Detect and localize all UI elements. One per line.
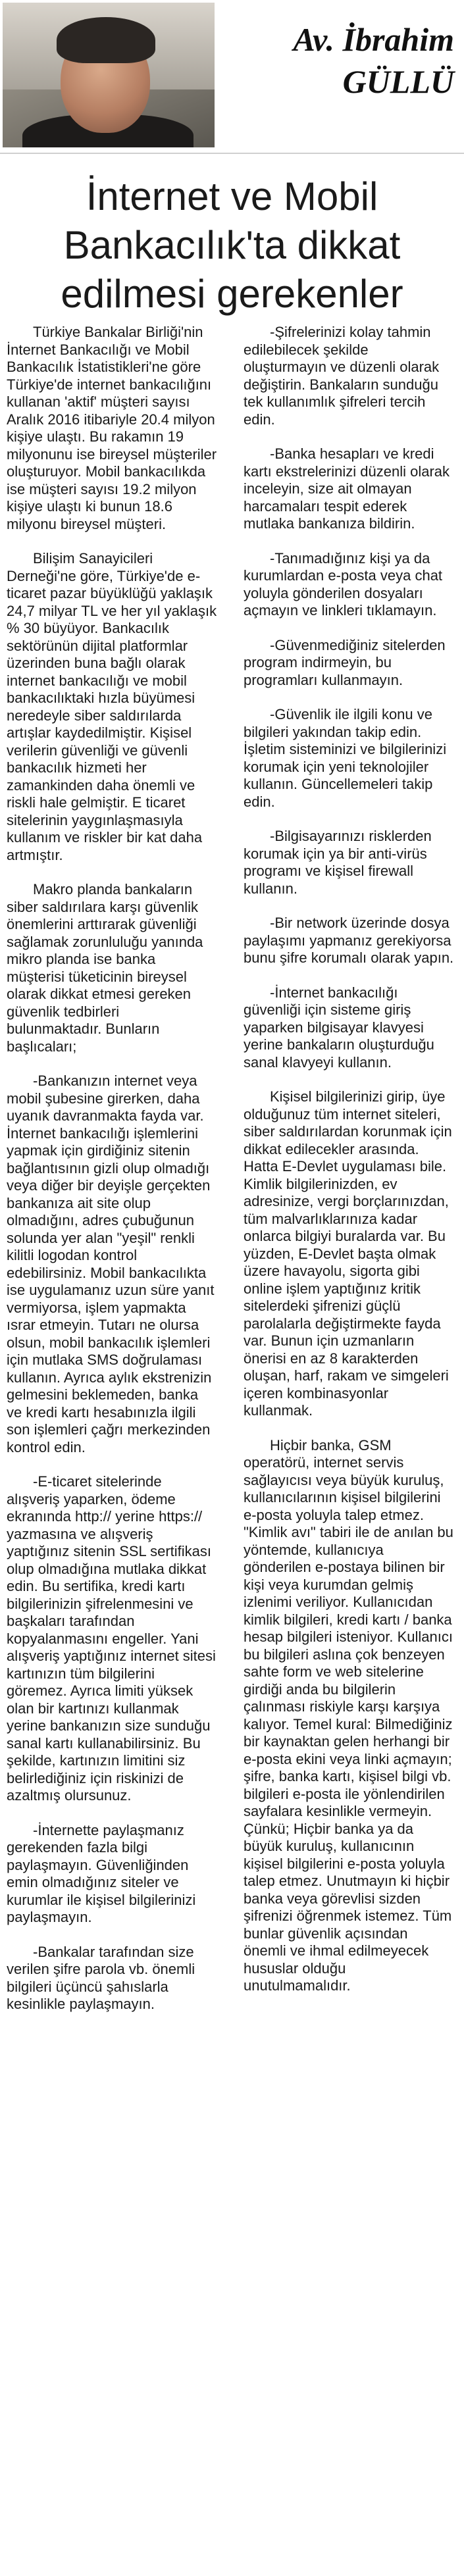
paragraph: -Bilgisayarınızı risklerden korumak için ya bir anti-virüs programı ve kişisel firewall kullanın. — [244, 828, 432, 897]
paragraph: -Bankalar tarafından size verilen şifre parola vb. önemli bilgileri üçüncü şahıslarla kesinlikle paylaşmayın. — [7, 1943, 195, 2012]
paragraph: -Güvenmediğiniz sitelerden program indirmeyin, bu programları kullanmayın. — [244, 636, 446, 688]
paragraph: Bilişim Sanayicileri Derneği'ne göre, Türkiye'de e-ticaret pazar büyüklüğü yaklaşık 24,7 milyar TL ve her yıl yaklaşık % 30 büyüyor. Bankacılık sektörünün dijital platformlar üzerinden buna bağlı olarak internet bankacılığı ve mobil bankacılıktaki hızla büyümesi neredeyle siber saldırılarda artışlar kaydedilmiştir. Kişisel verilerin güvenliği ve güvenli bankacılık hizmeti her zamankinden daha önemli ve riskli hale gelmiştir. E ticaret sitelerinin yaygınlaşmasıyla kullanım ve riskler bir kat daha artmıştır. — [7, 550, 217, 863]
paragraph: -Bankanızın internet veya mobil şubesine girerken, daha uyanık davranmakta fayda var. İnternet bankacılığı işlemlerini yapmak için girdiğiniz sitenin bağlantısının gizli olup olmadığı veya diğer bir deyişle gerçekten bankanıza ait site olup olmadığını, adres çubuğunun solunda yer alan "yeşil" renkli kilitli logodan kontrol edebilirsiniz. Mobil bankacılıkta ise uygulamanız uzun süre yanıt vermiyorsa, işlem yapmakta ısrar etmeyin. Tutarı ne olursa olsun, mobil bankacılık işlemleri için mutlaka SMS doğrulaması kullanın. Ayrıca aylık ekstrenizin gelmesini beklemeden, banka ve kredi kartı hesabınızla ilgili son işlemleri çağrı merkezinden kontrol edin. — [7, 1073, 215, 1455]
title-line1: İnternet ve Mobil — [86, 174, 378, 218]
paragraph: -Bir network üzerinde dosya paylaşımı yapmanız gerekiyorsa bunu şifre korumalı olarak yapın. — [244, 915, 454, 966]
paragraph: Makro planda bankaların siber saldırılara karşı güvenlik önemlerini arttırarak güvenliği sağlamak zorunluluğu yanında mikro planda ise banka müşterisi tüketicinin bireysel olarak dikkat etmesi gereken güvenlik tedbirleri bulunmaktadır. Bunların başlıcaları; — [7, 881, 203, 1055]
author-name-line1: Av. İbrahim — [293, 21, 454, 58]
author-photo — [3, 3, 215, 147]
paragraph: Hiçbir banka, GSM operatörü, internet servis sağlayıcısı veya büyük kuruluş, kullanıcılarının kişisel bilgilerini e-posta yoluyla talep etmez. "Kimlik avı" tabiri ile de anılan bu yöntemde, kullanıcıya gönderilen e-postaya bilinen bir kişi veya kurumdan gelmiş izlenimi veriliyor. Kullanıcıdan kimlik bilgileri, kredi kartı / banka hesap bilgileri isteniyor. Kullanıcı bu bilgileri aslına çok benzeyen sahte form ve web sitelerine girdiği anda bu bilgilerin çalınması riskiyle karşı karşıya kalıyor. Temel kural: Bilmediğiniz bir kaynaktan gelen herhangi bir e-posta ekini veya linki açmayın; şifre, banka kartı, kişisel bilgi vb. bilgileri e-posta ile yönlendirilen sayfalara kesinlikle vermeyin. Çünkü; Hiçbir banka ya da büyük kuruluş, kullanıcının kişisel bilgilerini e-posta yoluyla talep etmez. Unutmayın ki hiçbir banka veya görevlisi sizden şifrenizi öğrenmek istemez. Tüm bunlar güvenlik açısından önemli ve ihmal edilmeyecek hususlar olduğu unutulmamalıdır. — [244, 1436, 453, 1994]
paragraph: Türkiye Bankalar Birliği'nin İnternet Bankacılığı ve Mobil Bankacılık İstatistikleri'ne göre Türkiye'de internet bankacılığını kullanan 'aktif' müşteri sayısı Aralık 2016 itibariyle 20.4 milyon kişiye ulaştı. Bu rakamın 19 milyonunu ise bireysel müşteriler oluşturuyor. Mobil bankacılıkda ise müşteri sayısı 19.2 milyon kişiye ulaştı ki bunun 18.6 milyonu bireysel müşteri. — [7, 324, 217, 532]
column-header — [0, 0, 464, 150]
author-name — [224, 18, 454, 103]
paragraph: -Tanımadığınız kişi ya da kurumlardan e-posta veya chat yoluyla gönderilen dosyaları açmayın ve linkleri tıklamayın. — [244, 549, 443, 619]
paragraph: -Şifrelerinizi kolay tahmin edilebilecek şekilde oluşturmayın ve düzenli olarak değiştirin. Bankaların sunduğu tek kullanımlık şifreleri tercih edin. — [244, 324, 440, 428]
author-name-line2: GÜLLÜ — [342, 63, 454, 100]
paragraph: -Güvenlik ile ilgili konu ve bilgileri yakından takip edin. İşletim sisteminizi ve bilgilerinizi korumak için yeni teknolojiler kullanın. Güncellemeleri takip edin. — [244, 706, 447, 810]
article-title — [0, 172, 464, 318]
left-column — [7, 324, 217, 2013]
header-divider — [0, 153, 464, 154]
paragraph: Kişisel bilgilerinizi girip, üye olduğunuz tüm internet siteleri, siber saldırılardan korunmak için dikkat edilecekler arasında. Hatta E-Devlet uygulaması bile. Kimlik bilgilerinizden, ev adresinize, vergi borçlarınızdan, tüm malvarlıklarınıza kadar onlarca bilgiyi buralarda var. Bu yüzden, E-Devlet başta olmak üzere havayolu, sigorta gibi online işlem yaptığınız kritik sitelerdeki şifrenizi güçlü parolalarla değiştirmekte fayda var. Bunun için uzmanların önerisi en az 8 karakterden oluşan, harf, rakam ve simgeleri içeren kombinasyonlar kullanmak. — [244, 1088, 452, 1419]
paragraph: -İnternette paylaşmanız gerekenden fazla bilgi paylaşmayın. Güvenliğinden emin olmadığınız siteler ve kurumlar ile kişisel bilgilerinizi paylaşmayın. — [7, 1821, 196, 1925]
title-line3: edilmesi gerekenler — [61, 272, 403, 316]
title-line2: Bankacılık'ta dikkat — [63, 223, 401, 267]
paragraph: -E-ticaret sitelerinde alışveriş yaparken, ödeme ekranında http:// yerine https:// yazmasına ve alışveriş yaptığınız sitenin SSL sertifikası olup olmadığına mutlaka dikkat edin. Bu sertifika, kredi kartı bilgilerinizin şifrelenmesini ve başkaları tarafından kopyalanmasını engeller. Yani alışveriş yaptığınız internet sitesi kartınızın tüm bilgilerini göremez. Ayrıca limiti yüksek olan bir kartınızı kullanmak yerine bankanızın size sunduğu sanal kartı kullanabilirsiniz. Bu şekilde, kartınızın limitini siz belirlediğiniz için riskinizi de azaltmış olursunuz. — [7, 1473, 216, 1804]
paragraph: -İnternet bankacılığı güvenliği için sisteme giriş yaparken bilgisayar klavyesi yerine bankaların oluşturduğu sanal klavyeyi kullanın. — [244, 984, 434, 1071]
paragraph: -Banka hesapları ve kredi kartı ekstrelerinizi düzenli olarak inceleyin, size ait olmayan harcamaları tespit ederek mutlaka bankanıza bildirin. — [244, 445, 450, 532]
right-column — [244, 324, 454, 1995]
